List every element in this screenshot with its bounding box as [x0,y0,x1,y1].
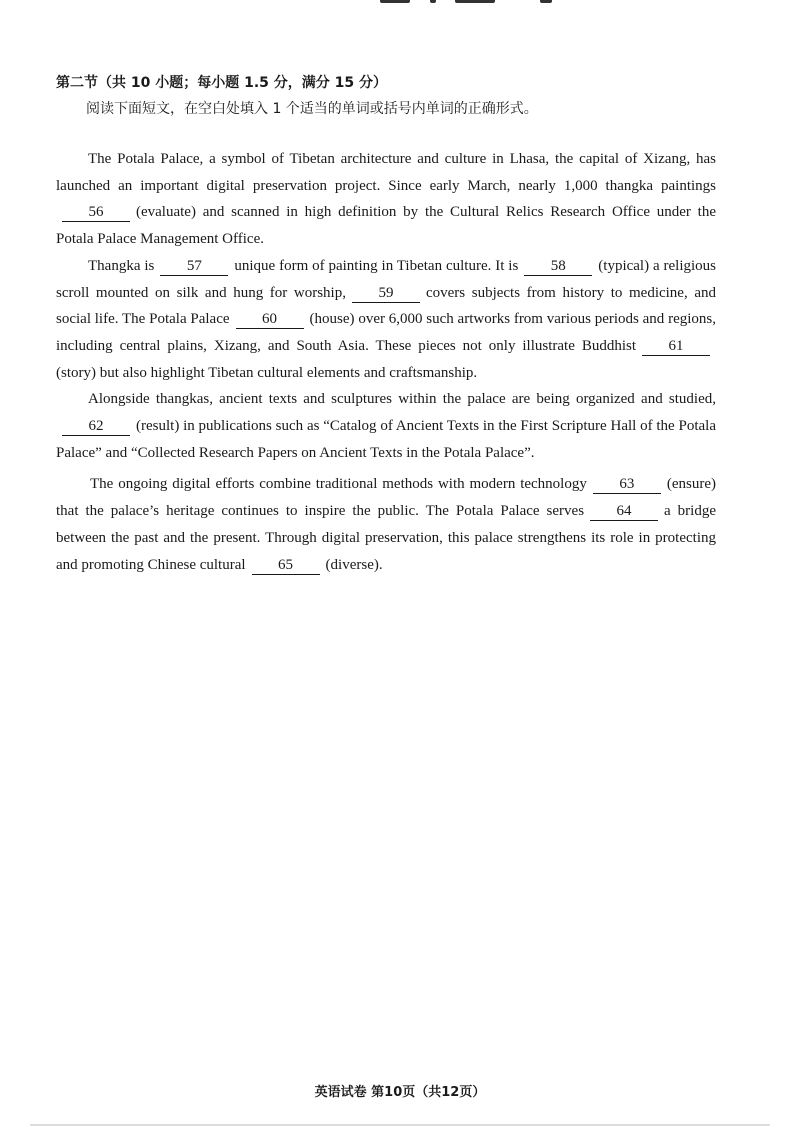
passage-text: (story) but also highlight Tibetan cultural elements and craftsmanship. [56,364,478,381]
passage [56,146,716,578]
blank-64: 64 [590,503,658,521]
blank-57: 57 [160,258,228,276]
passage-text: The ongoing digital efforts combine traditional methods with modern technology [90,476,587,493]
scan-artifact [370,0,570,8]
blank-65: 65 [252,557,320,575]
passage-text: Alongside thangkas, ancient texts and sculptures within the palace are being organized and studied, [88,391,716,408]
passage-text: unique form of painting in Tibetan culture. It is [234,257,519,274]
blank-62: 62 [62,418,130,436]
blank-60: 60 [236,311,304,329]
blank-63: 63 [593,476,661,494]
passage-text: The Potala Palace, a symbol of Tibetan architecture and culture in Lhasa, the capital of Xizang, has launched an important digital preservation project. Since early March, nearly 1,000 thangka paintings [56,151,716,194]
passage-text: Thangka is [88,257,155,274]
scan-edge-line [30,1124,770,1126]
passage-text: (evaluate) and scanned in high definition by the Cultural Relics Research Office under the Potala Palace Management Office. [56,204,716,248]
paragraph-2 [56,253,716,387]
page-footer: 英语试卷 第10页（共12页） [314,1085,486,1100]
passage-text: (ensure) that the palace’s heritage continues to inspire the public. The Potala Palace serves [56,476,716,520]
passage-text: covers subjects from history to medicine, and social life. The Potala Palace [56,284,716,328]
passage-text: a bridge between the past and the present. Through digital preservation, this palace strengthens its role in protecting and promoting Chinese cultural [56,503,716,573]
passage-text: (diverse). [325,556,383,573]
passage-text: (typical) a religious scroll mounted on silk and hung for worship, [56,257,716,301]
paragraph-1 [56,146,716,253]
instructions: 阅读下面短文，在空白处填入 1 个适当的单词或括号内单词的正确形式。 [86,101,538,117]
blank-56: 56 [62,204,130,222]
section-heading: 第二节（共 10 小题；每小题 1.5 分，满分 15 分） [56,75,388,91]
blank-61: 61 [642,338,710,356]
paragraph-4 [56,471,716,578]
blank-59: 59 [352,285,420,303]
paragraph-3 [56,386,716,466]
passage-text: (result) in publications such as “Catalog of Ancient Texts in the First Scripture Hall of the Potala Palace” and “Collected Research Papers on Ancient Texts in the Potala Palace”. [56,418,716,461]
blank-58: 58 [524,258,592,276]
passage-text: (house) over 6,000 such artworks from various periods and regions, including central plains, Xizang, and South Asia. These pieces not only illustrate Buddhist [56,311,716,354]
